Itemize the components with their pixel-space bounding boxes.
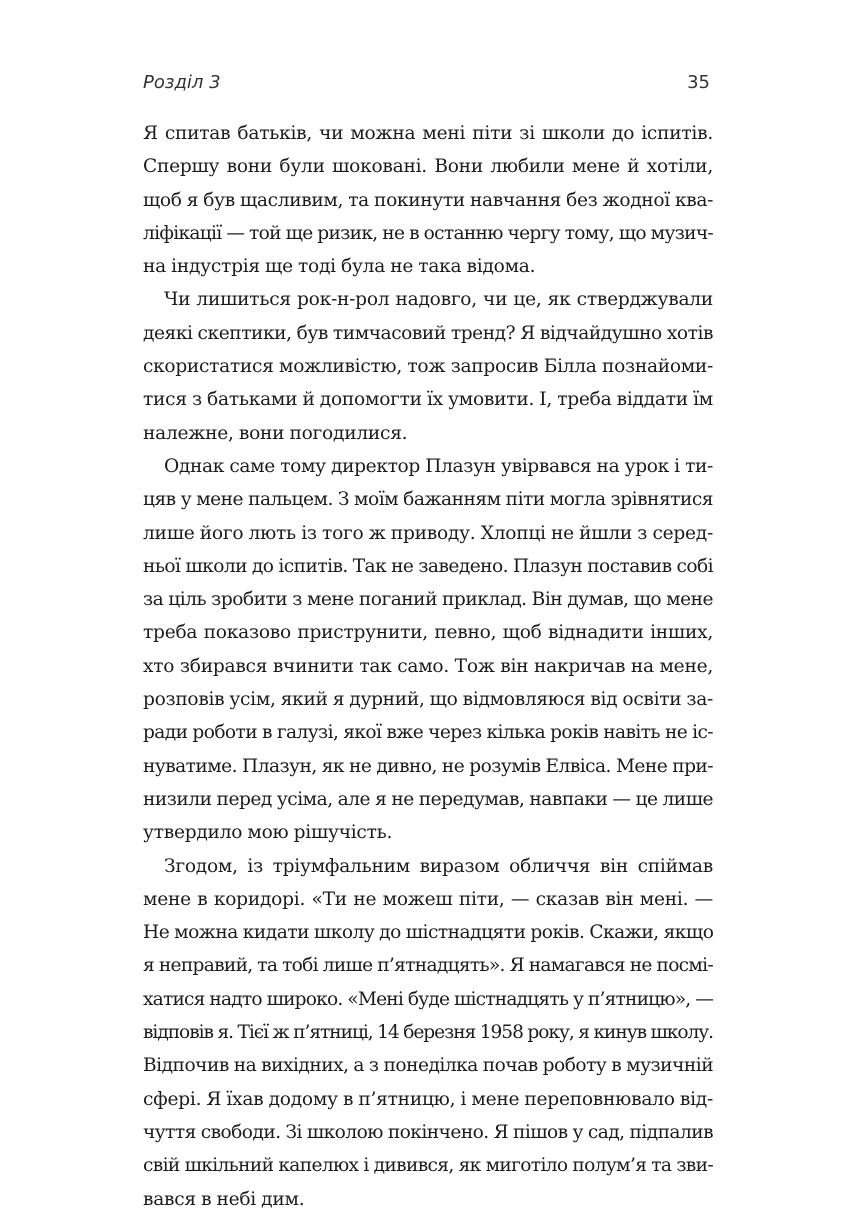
text-line: скористатися можливістю, тож запросив Білла познайоми- — [143, 356, 713, 378]
text-line: ньої школи до іспитів. Так не заведено. Плазун поставив собі — [143, 555, 713, 577]
text-line: сфері. Я їхав додому в п’ятницю, і мене переповнювало від- — [143, 1088, 713, 1110]
text-line: вався в небі дим. — [143, 1188, 305, 1210]
text-line: Згодом, із тріумфальним виразом обличчя він спіймав — [164, 855, 713, 877]
text-line: свій шкільний капелюх і дивився, як миготіло полум’я та зви- — [143, 1155, 713, 1177]
text-line: відповів я. Тієї ж п’ятниці, 14 березня 1958 року, я кинув школу. — [143, 1022, 713, 1044]
text-line: належне, вони погодилися. — [143, 422, 408, 444]
text-line: деякі скептики, був тимчасовий тренд? Я відчайдушно хотів — [143, 322, 713, 344]
text-line: цяв у мене пальцем. З моїм бажанням піти могла зрівнятися — [143, 489, 713, 511]
text-line: Відпочив на вихідних, а з понеділка почав роботу в музичній — [143, 1055, 714, 1077]
body-text — [143, 117, 713, 1216]
page-number: 35 — [687, 72, 710, 93]
chapter-title: Розділ 3 — [143, 72, 221, 93]
paragraph — [143, 283, 713, 449]
text-line: на індустрія ще тоді була не така відома. — [143, 256, 536, 278]
text-line: мене в коридорі. «Ти не можеш піти, — сказав він мені. — — [143, 888, 713, 910]
text-line: за ціль зробити з мене поганий приклад. Він думав, що мене — [143, 589, 713, 611]
running-header — [143, 72, 710, 102]
text-line: хатися надто широко. «Мені буде шістнадцять у п’ятницю», — — [143, 988, 713, 1010]
text-line: утвердило мою рішучість. — [143, 822, 393, 844]
text-line: розповів усім, який я дурний, що відмовляюся від освіти за- — [143, 689, 714, 711]
text-line: лише його лють із того ж приводу. Хлопці не йшли з серед- — [143, 522, 713, 544]
text-line: Однак саме тому директор Плазун увірвався на урок і ти- — [164, 455, 713, 477]
text-line: тися з батьками й допомогти їх умовити. І, треба віддати їм — [143, 389, 713, 411]
text-line: ради роботи в галузі, якої вже через кілька років навіть не іс- — [143, 722, 713, 744]
text-line: хто збирався вчинити так само. Тож він накричав на мене, — [143, 655, 713, 677]
text-line: Не можна кидати школу до шістнадцяти років. Скажи, якщо — [143, 922, 714, 944]
text-line: Чи лишиться рок-н-рол надовго, чи це, як стверджували — [164, 289, 713, 311]
text-line: треба показово приструнити, певно, щоб віднадити інших, — [143, 622, 713, 644]
paragraph — [143, 117, 713, 283]
text-line: ліфікації — той ще ризик, не в останню чергу тому, що музич- — [143, 222, 713, 244]
text-line: Я спитав батьків, чи можна мені піти зі школи до іспитів. — [143, 123, 713, 144]
text-line: Спершу вони були шоковані. Вони любили мене й хотіли, — [143, 156, 713, 178]
text-line: щоб я був щасливим, та покинути навчання без жодної ква- — [143, 189, 713, 211]
paragraph — [143, 450, 713, 850]
text-line: чуття свободи. Зі школою покінчено. Я пішов у сад, підпалив — [143, 1121, 713, 1143]
text-line: я неправий, та тобі лише п’ятнадцять». Я намагався не посмі- — [143, 955, 713, 977]
text-line: нуватиме. Плазун, як не дивно, не розумів Елвіса. Мене при- — [143, 755, 713, 777]
text-line: низили перед усіма, але я не передумав, навпаки — це лише — [143, 788, 713, 810]
paragraph — [143, 850, 713, 1216]
